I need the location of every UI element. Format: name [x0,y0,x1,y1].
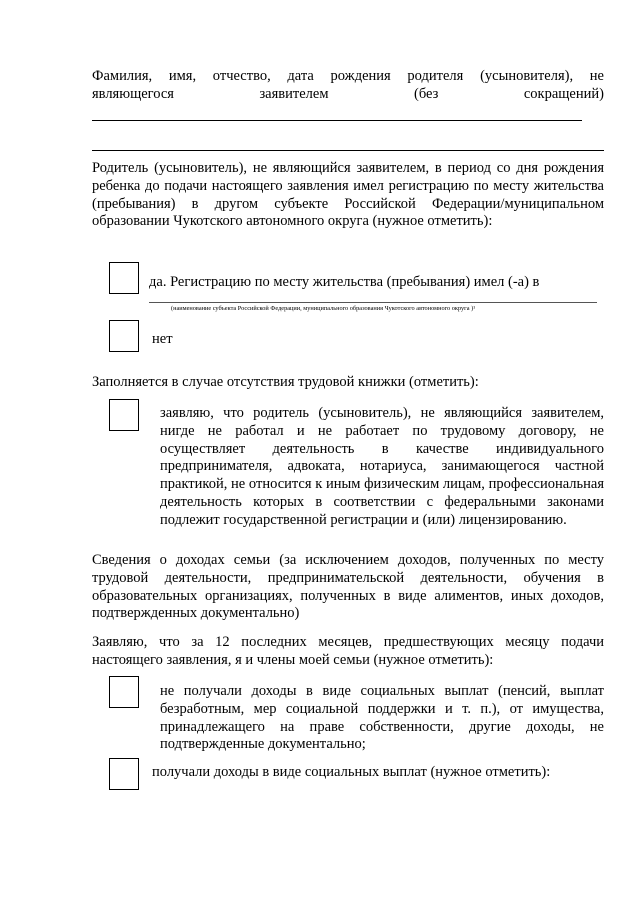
no-work-checkbox[interactable] [109,399,139,431]
parent-name-label-line2 [92,86,604,104]
parent-name-input-line-2[interactable] [92,150,604,151]
parent-name-input-line-1[interactable] [92,120,582,121]
registration-no-label: нет [152,331,173,347]
word: заявителем [259,86,329,102]
no-income-option-text: не получали доходы в виде социальных выплат (пенсий, выплат безработным, мер социальной поддержки и т. п.), от имущества, принадлежащего на праве собственности, другие доходы, не подтвержденные документально; [160,683,604,753]
word: являющегося [92,86,174,102]
registration-place-hint: (наименование субъекта Российской Федерации, муниципального образования Чукотского автономного округа )¹ [171,305,476,312]
no-income-checkbox[interactable] [109,676,139,708]
parent-name-label-line1: Фамилия, имя, отчество, дата рождения родителя (усыновителя), не [92,68,604,84]
registration-place-input-line[interactable] [149,302,597,303]
no-work-option-text: заявляю, что родитель (усыновитель), не являющийся заявителем, нигде не работал и не работает по трудовому договору, не осуществляет деятельность в качестве индивидуального предпринимателя, адвоката, нотариуса, занимающегося частной практикой, не относится к иным физическим лицам, профессиональная деятельность которых в соответствии с федеральными законами подлежит государственной регистрации и (или) лицензированию. [160,405,604,528]
registration-question: Родитель (усыновитель), не являющийся заявителем, в период со дня рождения ребенка до подачи настоящего заявления имел регистрацию по месту жительства (пребывания) в другом субъекте Российской Федерации/муниципальном образовании Чукотского автономного округа (нужное отметить): [92,160,604,230]
word: (без [414,86,439,102]
no-work-book-heading: Заполняется в случае отсутствия трудовой книжки (отметить): [92,374,479,390]
registration-no-checkbox[interactable] [109,320,139,352]
registration-yes-label: да. Регистрацию по месту жительства (пребывания) имел (-а) в [149,274,540,290]
family-income-heading: Сведения о доходах семьи (за исключением доходов, полученных по месту трудовой деятельности, предпринимательской деятельности, обучения в образовательных организациях, полученных в виде алиментов, иных доходов, подтвержденных документально) [92,552,604,622]
family-income-statement: Заявляю, что за 12 последних месяцев, предшествующих месяцу подачи настоящего заявления, я и члены моей семьи (нужное отметить): [92,634,604,668]
registration-yes-checkbox[interactable] [109,262,139,294]
income-checkbox[interactable] [109,758,139,790]
income-option-text: получали доходы в виде социальных выплат (нужное отметить): [152,764,551,780]
word: сокращений) [523,86,604,102]
